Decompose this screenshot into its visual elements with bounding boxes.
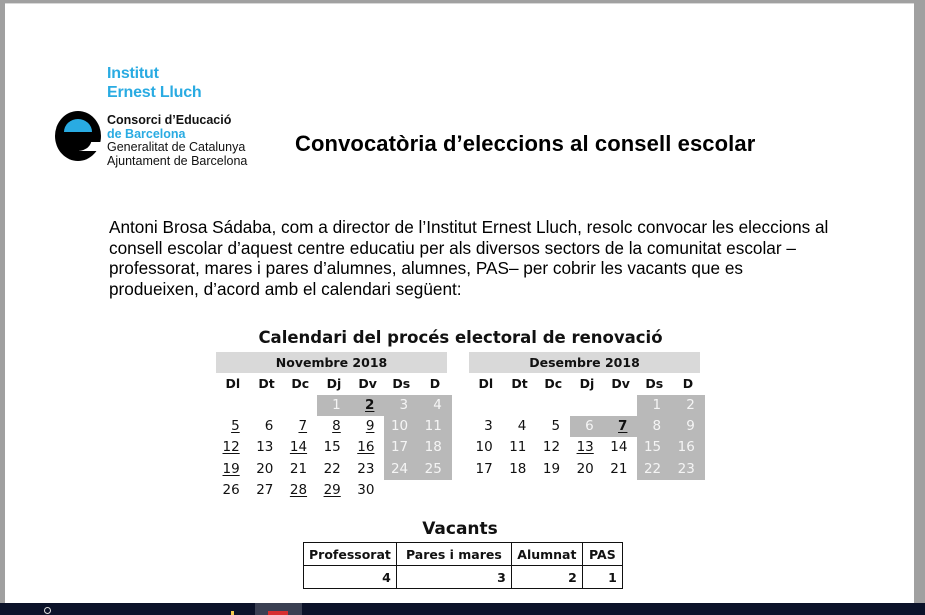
header-pas: PAS <box>582 543 622 566</box>
calendar-day <box>604 437 638 458</box>
calendar-empty-cell <box>250 395 284 416</box>
calendar-day <box>570 437 604 458</box>
calendar-day-number: 7 <box>618 418 628 435</box>
calendar-day <box>604 459 638 480</box>
calendar-empty-cell <box>536 395 570 416</box>
calendar-day-number: 7 <box>298 418 308 435</box>
vacants-header-row <box>304 543 623 566</box>
calendar-day-number: 10 <box>390 418 409 435</box>
calendar-day <box>469 437 503 458</box>
calendar-day <box>351 480 385 501</box>
calendar-day <box>570 416 604 437</box>
month-grid <box>216 373 447 501</box>
vacants-title: Vacants <box>422 519 498 539</box>
calendar-day-number: 20 <box>576 460 594 477</box>
weekday-label: Ds <box>645 376 664 391</box>
weekday-label: Dl <box>478 376 494 391</box>
calendar-title: Calendari del procés electoral de renovació <box>258 328 663 347</box>
calendar-day-number: 4 <box>517 418 527 435</box>
calendar-day-number: 5 <box>231 418 240 435</box>
weekday-label: Dc <box>544 376 563 391</box>
calendar-day-number: 14 <box>610 439 628 456</box>
calendar-day-number: 12 <box>542 439 561 456</box>
calendar-day <box>469 459 503 480</box>
calendar-day-number: 1 <box>652 397 662 413</box>
weekday-label: Dt <box>511 376 528 391</box>
calendar-day-number: 17 <box>475 460 493 477</box>
calendar-day <box>536 437 570 458</box>
calendar-day-number: 18 <box>424 439 442 456</box>
calendar-day <box>671 437 705 458</box>
document-title: Convocatòria d’eleccions al consell escolar <box>295 131 756 156</box>
vacants-table <box>303 542 623 589</box>
calendar-empty-cell <box>503 395 537 416</box>
weekday-label: D <box>429 376 441 391</box>
calendar-day-number: 5 <box>551 418 561 435</box>
calendar-day <box>283 416 317 437</box>
weekday-label: Dl <box>225 376 241 391</box>
calendar-day-number: 23 <box>357 460 375 477</box>
calendar-day <box>637 459 671 480</box>
calendar-day <box>250 437 284 458</box>
weekday-label: Dj <box>326 376 342 391</box>
calendar-day-number: 30 <box>357 481 375 498</box>
calendar-empty-cell <box>283 395 317 416</box>
calendar-day <box>570 459 604 480</box>
calendar-day-number: 19 <box>222 460 240 477</box>
calendar-day <box>317 480 351 501</box>
weekday-label: Dj <box>579 376 595 391</box>
weekday-label: Dv <box>611 376 630 391</box>
calendar-day-number: 17 <box>390 439 409 456</box>
calendar-november <box>211 352 447 501</box>
calendar-day <box>317 459 351 480</box>
taskbar <box>0 603 925 615</box>
calendar-day-number: 8 <box>652 418 662 435</box>
institute-name-line2: Ernest Lluch <box>107 84 202 101</box>
calendar-day-number: 13 <box>576 439 594 456</box>
calendar-day <box>384 459 418 480</box>
weekday-label: Dv <box>358 376 377 391</box>
calendar-day <box>216 416 250 437</box>
calendar-empty-cell <box>469 395 503 416</box>
calendar-day <box>216 437 250 458</box>
calendar-day-number: 28 <box>289 481 308 498</box>
calendar-day <box>351 416 385 437</box>
weekday-label: Dc <box>291 376 310 391</box>
calendar-day <box>317 416 351 437</box>
calendar-day-number: 1 <box>332 397 341 413</box>
calendar-day-number: 15 <box>323 439 341 456</box>
intro-paragraph: Antoni Brosa Sádaba, com a director de l’Institut Ernest Lluch, resolc convocar les eleccions al consell escolar d’aquest centre educatiu per als diversos sectors de la comunitat escolar –professorat, mares i pares d’alumnes, alumnes, PAS– per cobrir les vacants que es produeixen, d’acord amb el calendari següent: <box>109 217 829 299</box>
calendar-day <box>283 480 317 501</box>
calendar-day-number: 2 <box>686 397 695 413</box>
calendar-day <box>317 437 351 458</box>
calendar-day-number: 3 <box>399 397 409 413</box>
calendar-day <box>283 437 317 458</box>
calendar-day-number: 4 <box>433 397 442 413</box>
calendar-day-number: 10 <box>475 439 493 456</box>
calendar-empty-cell <box>216 395 250 416</box>
month-grid <box>469 373 700 480</box>
calendar-day-number: 3 <box>484 418 493 435</box>
consorci-e-logo-icon <box>53 108 103 164</box>
calendar-day-number: 8 <box>332 418 341 435</box>
consorci-line4: Ajuntament de Barcelona <box>107 153 248 168</box>
calendar-day <box>250 416 284 437</box>
taskbar-active-pdf-app-icon[interactable] <box>255 603 302 615</box>
weekday-label: D <box>682 376 694 391</box>
calendar-day-number: 15 <box>643 439 662 456</box>
calendar-empty-cell <box>604 395 638 416</box>
calendar-day <box>317 395 351 416</box>
calendar-day <box>418 437 452 458</box>
calendar-day-number: 19 <box>542 460 561 477</box>
calendar-day-number: 16 <box>357 439 375 456</box>
calendar-day <box>216 459 250 480</box>
header-professorat: Professorat <box>304 543 397 566</box>
calendar-day-number: 9 <box>365 418 375 435</box>
calendar-day-number: 9 <box>686 418 695 435</box>
calendar-day-number: 29 <box>323 481 341 498</box>
calendar-day <box>384 437 418 458</box>
calendar-day-number: 25 <box>424 460 442 477</box>
calendar-day-number: 23 <box>677 460 695 477</box>
month-header: Desembre 2018 <box>469 352 700 373</box>
calendar-day <box>418 416 452 437</box>
calendar-day <box>671 395 705 416</box>
taskbar-file-explorer-icon[interactable] <box>229 603 235 615</box>
calendar-day-number: 14 <box>289 439 308 456</box>
institute-logo-text <box>107 64 202 102</box>
calendar-day-number: 11 <box>509 439 527 456</box>
calendar-day-number: 22 <box>643 460 662 477</box>
calendar-day-number: 21 <box>289 460 308 477</box>
calendar-day <box>283 459 317 480</box>
calendar-day <box>503 416 537 437</box>
calendar-empty-cell <box>570 395 604 416</box>
calendar-day-number: 13 <box>256 439 274 456</box>
calendar-day <box>418 459 452 480</box>
consorci-line1: Consorci d’Educació <box>107 113 232 127</box>
value-pas: 1 <box>582 566 622 589</box>
calendar-day <box>637 395 671 416</box>
calendar-day <box>384 395 418 416</box>
calendar-day-number: 27 <box>256 481 274 498</box>
calendar-day <box>536 416 570 437</box>
weekday-label: Ds <box>392 376 411 391</box>
taskbar-search-icon[interactable] <box>44 603 52 615</box>
calendar-day <box>250 459 284 480</box>
calendar-day <box>351 437 385 458</box>
calendar-day-number: 21 <box>610 460 628 477</box>
consorci-line2: de Barcelona <box>107 126 186 141</box>
calendar-day <box>469 416 503 437</box>
calendar-day-number: 6 <box>585 418 594 435</box>
calendar-day <box>637 416 671 437</box>
calendar-day <box>351 459 385 480</box>
weekday-label: Dt <box>258 376 275 391</box>
viewer-margin-right <box>914 0 925 603</box>
calendar-day <box>418 395 452 416</box>
month-header: Novembre 2018 <box>216 352 447 373</box>
calendar-day-number: 20 <box>256 460 274 477</box>
calendar-day <box>351 395 385 416</box>
calendar-day <box>671 459 705 480</box>
calendar-day-number: 24 <box>390 460 409 477</box>
header-pares-mares: Pares i mares <box>396 543 511 566</box>
calendar-day <box>384 416 418 437</box>
calendar-day <box>671 416 705 437</box>
institute-name-line1: Institut <box>107 65 159 82</box>
header-alumnat: Alumnat <box>511 543 582 566</box>
calendar-day <box>604 416 638 437</box>
calendar-day-number: 2 <box>365 397 375 413</box>
value-pares-mares: 3 <box>396 566 511 589</box>
calendar-day-number: 22 <box>323 460 341 477</box>
value-alumnat: 2 <box>511 566 582 589</box>
calendar-day-number: 6 <box>264 418 274 435</box>
calendar-day-number: 18 <box>509 460 527 477</box>
calendar-day <box>503 437 537 458</box>
calendar-day-number: 16 <box>677 439 695 456</box>
consorci-line3: Generalitat de Catalunya <box>107 140 246 154</box>
calendar-december <box>464 352 700 480</box>
calendar-day <box>250 480 284 501</box>
calendar-day-number: 26 <box>222 481 240 498</box>
calendar-day <box>503 459 537 480</box>
calendar-day-number: 12 <box>222 439 240 456</box>
vacants-values-row <box>304 566 623 589</box>
value-professorat: 4 <box>304 566 397 589</box>
calendar-day <box>637 437 671 458</box>
calendar-day <box>536 459 570 480</box>
consorci-logo-text <box>107 114 247 168</box>
calendar-day-number: 11 <box>424 418 442 435</box>
calendar-day <box>216 480 250 501</box>
